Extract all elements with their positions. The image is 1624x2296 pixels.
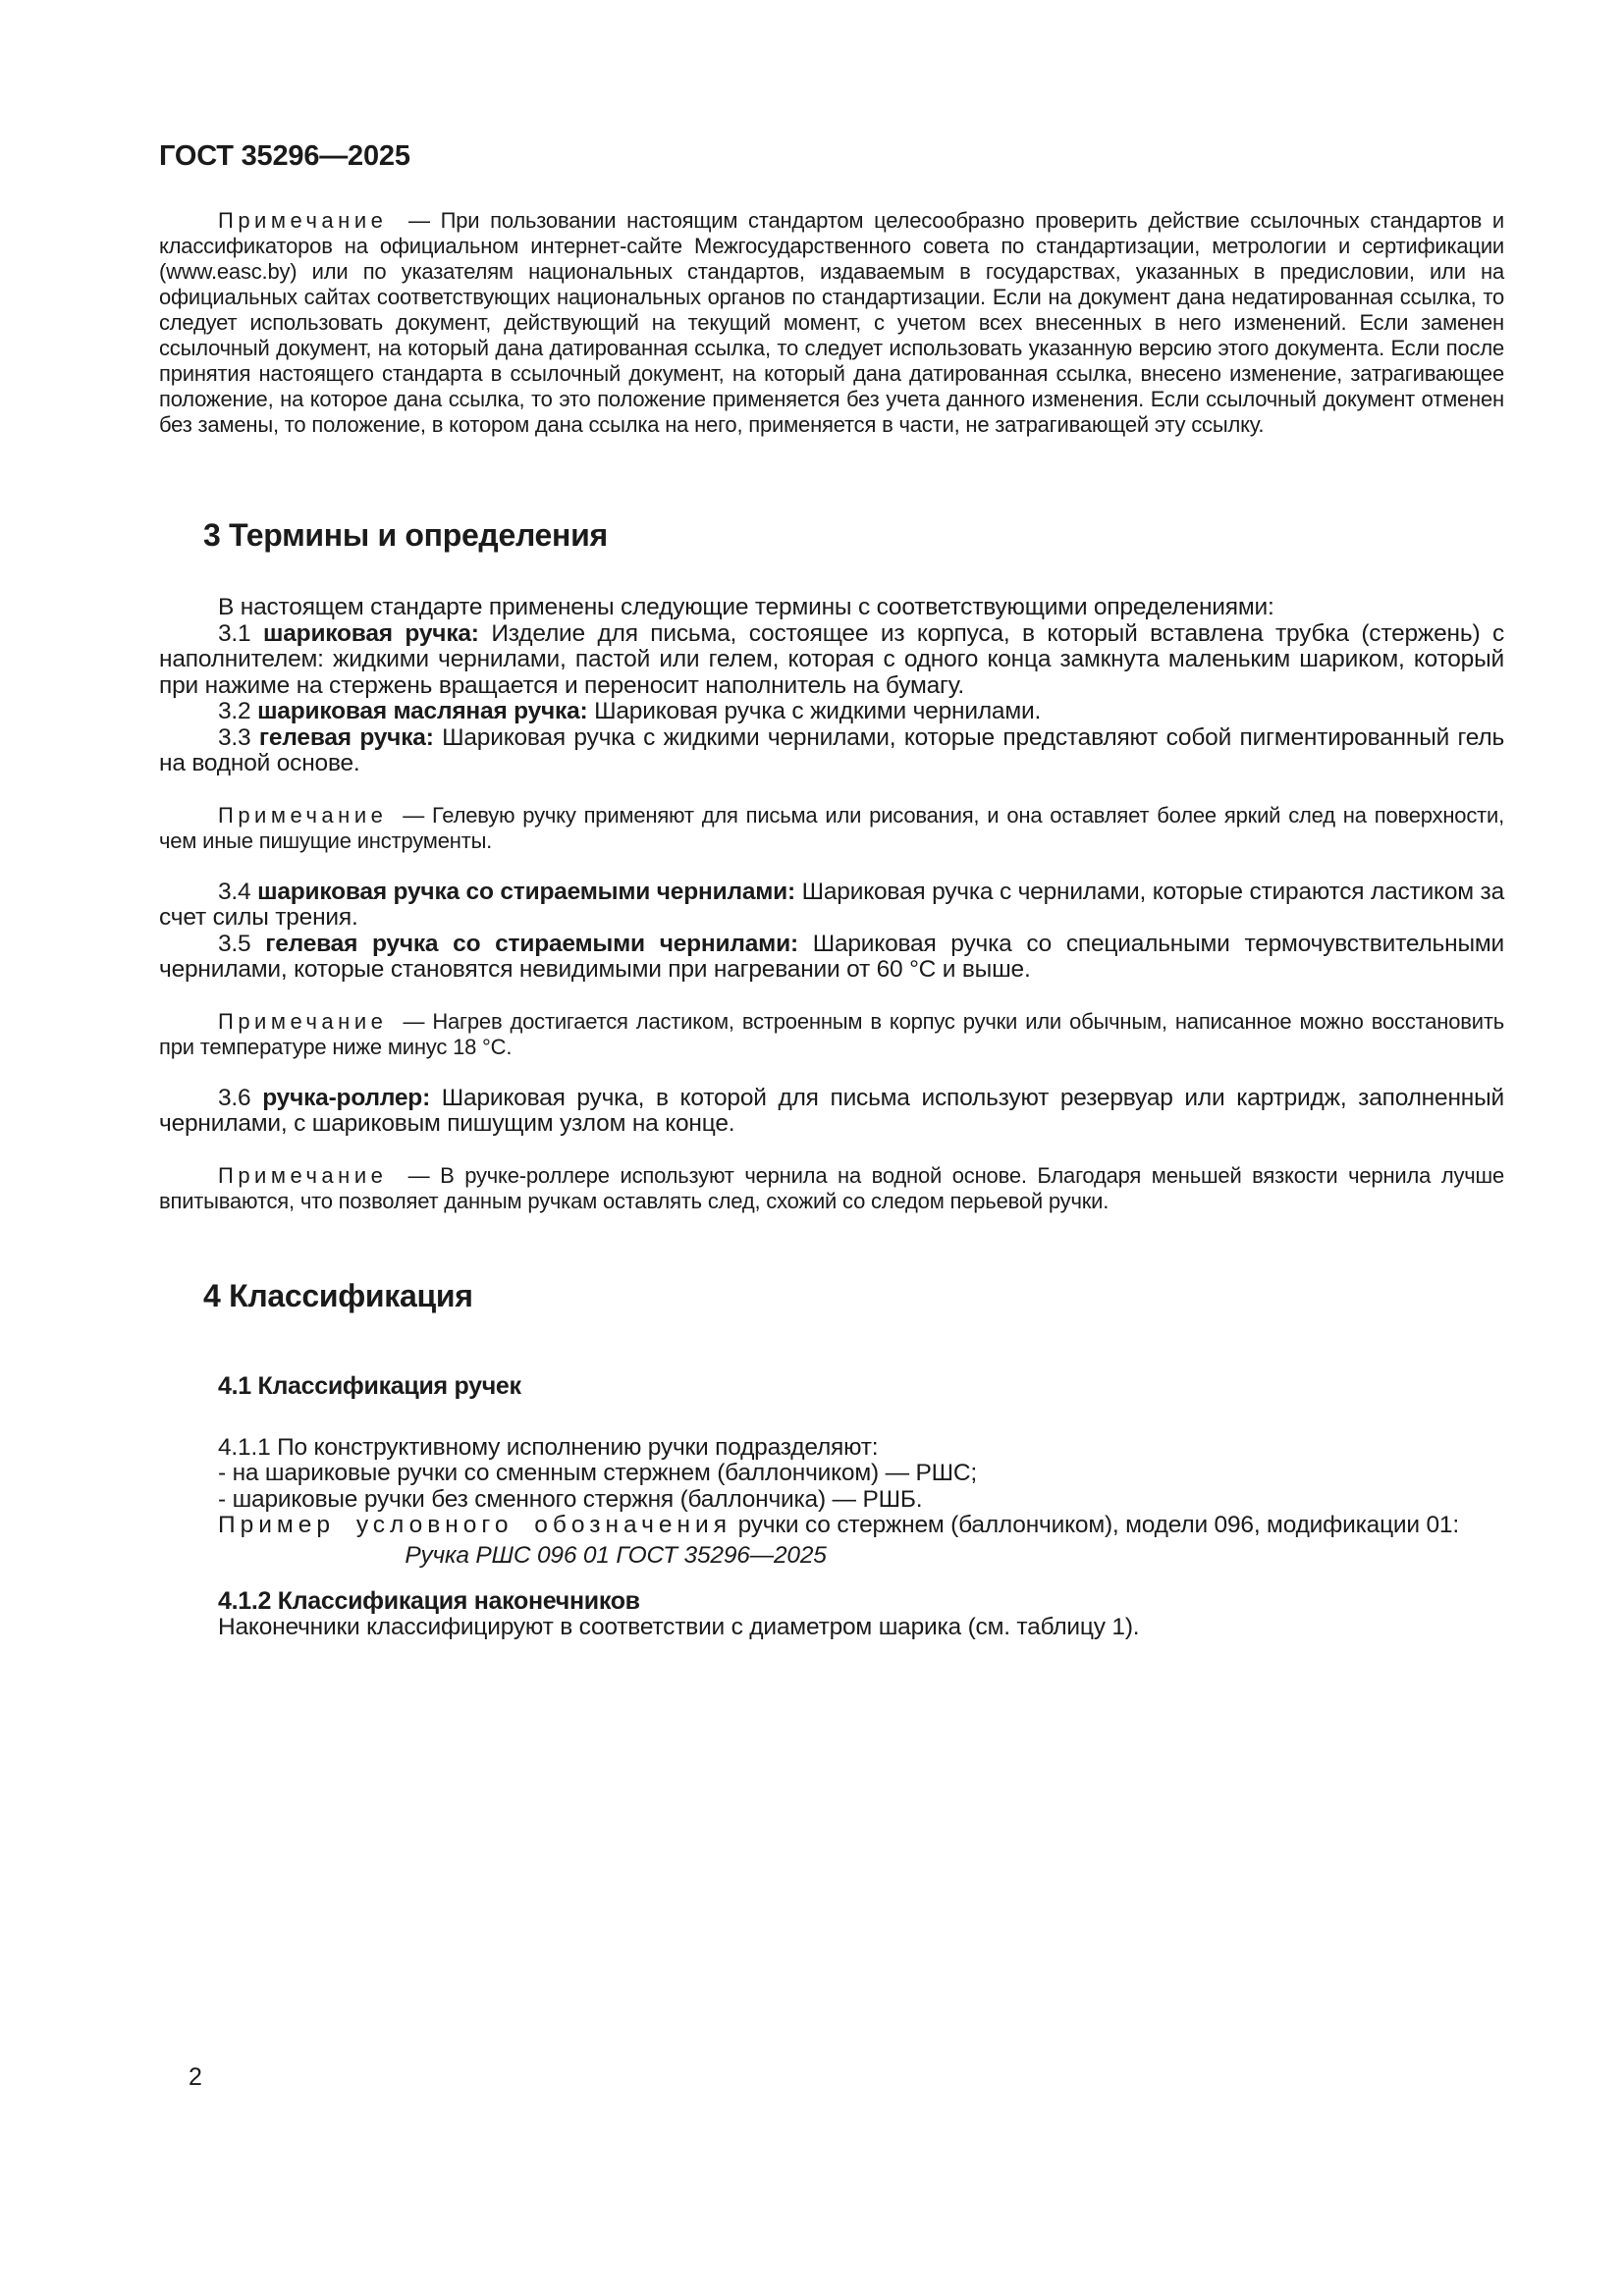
term-name: шариковая масляная ручка: <box>257 698 588 724</box>
term-name: шариковая ручка со стираемыми чернилами: <box>257 878 795 905</box>
term-definition: Шариковая ручка с чернилами, которые стираются ластиком за счет силы трения. <box>159 878 1505 931</box>
terms-intro: В настоящем стандарте применены следующие термины с соответствующими определениями: <box>218 594 1274 620</box>
term-number: 3.4 <box>218 878 251 905</box>
term-3-3 <box>159 725 1504 777</box>
term-name: гелевая ручка со стираемыми чернилами: <box>265 930 798 957</box>
note-label: Примечание <box>218 802 388 828</box>
term-definition: Шариковая ручка со специальными термочувствительными чернилами, которые становятся невидимыми при нагревании от 60 °С и выше. <box>159 930 1504 983</box>
note-text: — В ручке-роллере используют чернила на водной основе. Благодаря меньшей вязкости чернила лучше впитываются, что позволяет данным ручкам оставлять след, схожий со следом перьевой ручки. <box>159 1162 1504 1213</box>
section-4-title: 4 Классификация <box>203 1277 473 1313</box>
note-label: Примечание <box>218 208 388 233</box>
term-number: 3.6 <box>218 1084 251 1111</box>
term-number: 3.2 <box>218 698 251 724</box>
page-number: 2 <box>189 2063 202 2091</box>
term-name: шариковая ручка: <box>263 619 479 647</box>
subsection-4-1-title: 4.1 Классификация ручек <box>218 1371 521 1400</box>
term-name: гелевая ручка: <box>258 723 434 751</box>
term-number: 3.5 <box>218 930 251 957</box>
list-item-rshb: - шариковые ручки без сменного стержня (баллончика) — РШБ. <box>218 1485 923 1513</box>
example-designation <box>159 1513 1504 1539</box>
term-definition: Шариковая ручка, в которой для письма используют резервуар или картридж, заполненный чернилами, с шариковым пишущим узлом на конце. <box>159 1084 1504 1137</box>
note-text: — Гелевую ручку применяют для письма или рисования, и она оставляет более яркий след на поверхности, чем иные пишущие инструменты. <box>159 802 1505 853</box>
example-label: Пример условного обозначения <box>218 1512 731 1538</box>
clause-4-1-1-intro: 4.1.1 По конструктивному исполнению ручки подразделяют: <box>218 1433 879 1461</box>
note-label: Примечание <box>218 1008 388 1034</box>
note-text: — При пользовании настоящим стандартом целесообразно проверить действие ссылочных стандартов и классификаторов на официальном интернет-сайте Межгосударственного совета по стандартизации, метрологии и сертификации (www.easc.by) или по указателям национальных стандартов, издаваемым в государствах, указанных в предисловии, или на официальных сайтах соответствующих национальных органов по стандартизации. Если на документ дана недатированная ссылка, то следует использовать документ, действующий на текущий момент, с учетом всех внесенных в него изменений. Если заменен ссылочный документ, на который дана датированная ссылка, то следует использовать указанную версию этого документа. Если после принятия настоящего стандарта в ссылочный документ, на который дана датированная ссылка, внесено изменение, затрагивающее положение, на которое дана ссылка, то это положение применяется без учета данного изменения. Если ссылочный документ отменен без замены, то положение, в котором дана ссылка на него, применяется в части, не затрагивающей эту ссылку. <box>159 208 1505 437</box>
term-number: 3.1 <box>218 619 251 647</box>
note-roller-pen <box>159 1163 1504 1214</box>
section-3-title: 3 Термины и определения <box>203 517 608 553</box>
note-erasable-ink <box>159 1009 1504 1060</box>
term-3-4 <box>159 880 1504 932</box>
page-content <box>159 0 1504 1641</box>
term-definition: Изделие для письма, состоящее из корпуса, в который вставлена трубка (стержень) с наполнителем: жидкими чернилами, пастой или гелем, которая с одного конца замкнута маленьким шариком, который при нажиме на стержень вращается и переносит наполнитель на бумагу. <box>159 619 1505 699</box>
term-number: 3.3 <box>218 723 251 751</box>
term-3-2 <box>159 699 1504 725</box>
term-3-5 <box>159 932 1504 984</box>
list-item-rshs: - на шариковые ручки со сменным стержнем (баллончиком) — РШС; <box>218 1460 977 1486</box>
clause-4-1-2-body: Наконечники классифицируют в соответствии с диаметром шарика (см. таблицу 1). <box>218 1614 1140 1640</box>
example-designation-value: Ручка РШС 096 01 ГОСТ 35296—2025 <box>405 1541 827 1569</box>
note-text: — Нагрев достигается ластиком, встроенным в корпус ручки или обычным, написанное можно восстановить при температуре ниже минус 18 °С. <box>159 1008 1504 1059</box>
note-label: Примечание <box>218 1162 388 1188</box>
subsection-4-1-2-title: 4.1.2 Классификация наконечников <box>218 1587 640 1615</box>
term-3-6 <box>159 1086 1504 1138</box>
term-name: ручка-роллер: <box>262 1084 431 1111</box>
preliminary-note <box>159 208 1504 438</box>
term-definition: Шариковая ручка с жидкими чернилами. <box>594 698 1042 724</box>
term-definition: Шариковая ручка с жидкими чернилами, которые представляют собой пигментированный гель на водной основе. <box>159 723 1505 776</box>
term-3-1 <box>159 621 1504 700</box>
example-text: ручки со стержнем (баллончиком), модели 096, модификации 01: <box>737 1512 1459 1538</box>
gost-code: ГОСТ 35296—2025 <box>159 140 410 172</box>
note-gel-pen <box>159 803 1504 854</box>
